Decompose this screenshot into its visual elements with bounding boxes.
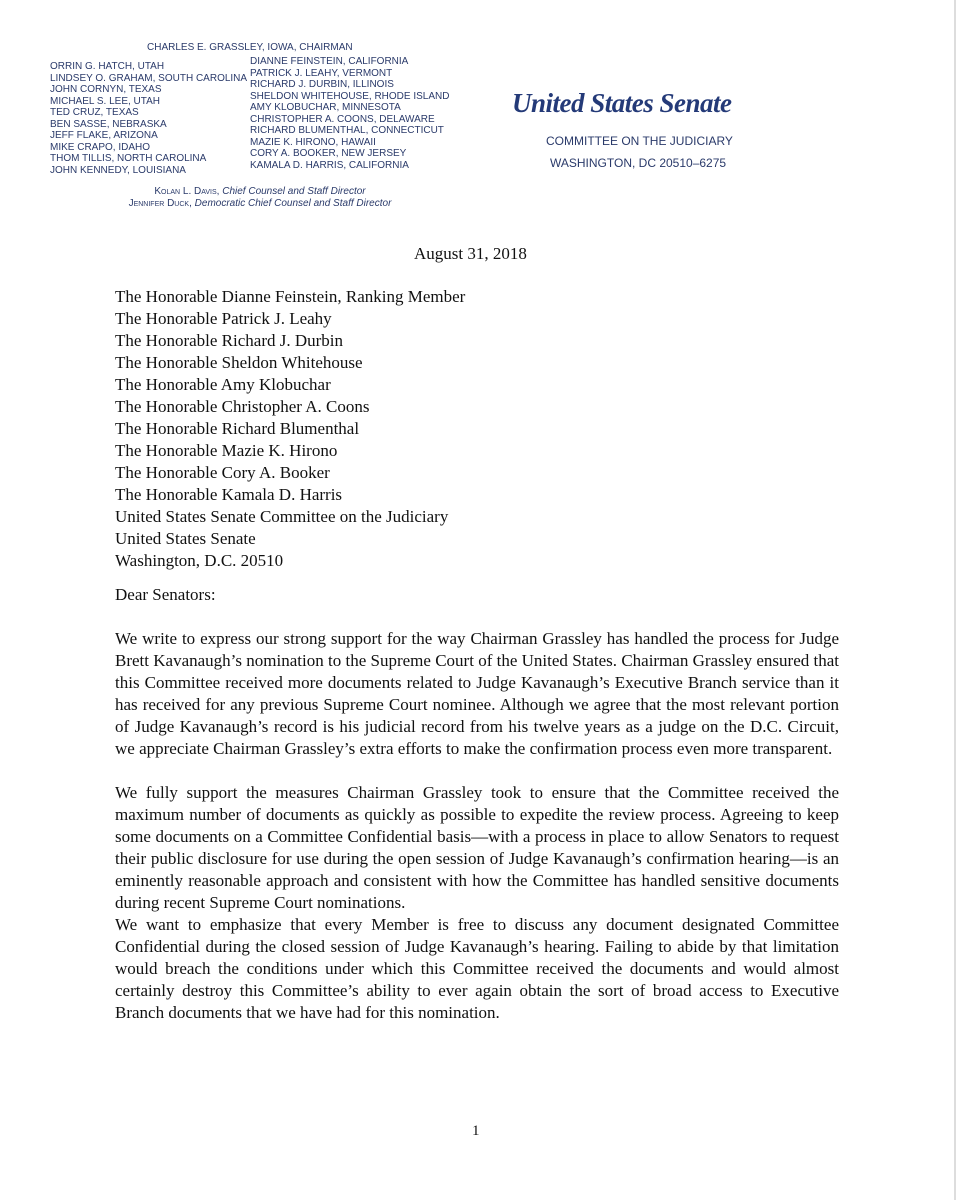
recipient: The Honorable Sheldon Whitehouse bbox=[115, 353, 363, 372]
recipient: The Honorable Mazie K. Hirono bbox=[115, 441, 338, 460]
staff-directors bbox=[0, 186, 520, 209]
member: TED CRUZ, TEXAS bbox=[50, 107, 139, 118]
member: THOM TILLIS, NORTH CAROLINA bbox=[50, 153, 207, 164]
recipient: The Honorable Amy Klobuchar bbox=[115, 375, 331, 394]
member: JEFF FLAKE, ARIZONA bbox=[50, 130, 158, 141]
member: JOHN KENNEDY, LOUISIANA bbox=[50, 164, 186, 176]
member: LINDSEY O. GRAHAM, SOUTH CAROLINA bbox=[50, 72, 248, 84]
member: ORRIN G. HATCH, UTAH bbox=[50, 61, 165, 72]
member: RICHARD J. DURBIN, ILLINOIS bbox=[250, 79, 394, 90]
recipient: The Honorable Dianne Feinstein, Ranking Member bbox=[115, 287, 466, 306]
staff-title: Chief Counsel and Staff Director bbox=[222, 186, 366, 197]
member: CORY A. BOOKER, NEW JERSEY bbox=[250, 148, 407, 159]
member: MICHAEL S. LEE, UTAH bbox=[50, 95, 161, 107]
staff-line bbox=[0, 198, 520, 210]
member: JOHN CORNYN, TEXAS bbox=[50, 84, 162, 95]
member: CHRISTOPHER A. COONS, DELAWARE bbox=[250, 113, 435, 125]
republican-members bbox=[50, 61, 247, 176]
committee-name: COMMITTEE ON THE JUDICIARY bbox=[546, 134, 733, 148]
recipient: The Honorable Christopher A. Coons bbox=[115, 397, 370, 416]
member: RICHARD BLUMENTHAL, CONNECTICUT bbox=[250, 125, 444, 136]
member: DIANNE FEINSTEIN, CALIFORNIA bbox=[250, 56, 409, 67]
staff-name: Jennifer Duck, bbox=[128, 197, 192, 209]
member: KAMALA D. HARRIS, CALIFORNIA bbox=[250, 159, 409, 171]
member: BEN SASSE, NEBRASKA bbox=[50, 118, 167, 130]
recipient: The Honorable Patrick J. Leahy bbox=[115, 309, 332, 328]
recipient: The Honorable Kamala D. Harris bbox=[115, 485, 343, 504]
chairman-line: CHARLES E. GRASSLEY, IOWA, CHAIRMAN bbox=[147, 42, 353, 53]
recipient: United States Senate bbox=[115, 529, 256, 548]
member: AMY KLOBUCHAR, MINNESOTA bbox=[250, 102, 401, 113]
recipient: The Honorable Richard Blumenthal bbox=[115, 419, 360, 438]
staff-line bbox=[0, 186, 520, 198]
staff-title: Democratic Chief Counsel and Staff Director bbox=[194, 197, 392, 209]
senate-logo: United States Senate bbox=[512, 88, 732, 118]
recipient: The Honorable Cory A. Booker bbox=[115, 463, 330, 482]
body-paragraph: We write to express our strong support for the way Chairman Grassley has handled the process for Judge Brett Kavanaugh’s nomination to the Supreme Court of the United States. Chairman Grassley ensured that this Committee received more documents related to Judge Kavanaugh’s Executive Branch service than it has received for any previous Supreme Court nominee. Although we agree that the most relevant portion of Judge Kavanaugh’s record is his judicial record from his twelve years as a judge on the D.C. Circuit, we appreciate Chairman Grassley’s extra efforts to make the confirmation process even more transparent. bbox=[115, 629, 839, 758]
member: MIKE CRAPO, IDAHO bbox=[50, 141, 151, 153]
member: SHELDON WHITEHOUSE, RHODE ISLAND bbox=[250, 90, 450, 102]
committee-address: WASHINGTON, DC 20510–6275 bbox=[550, 156, 727, 170]
recipients-block bbox=[115, 286, 465, 572]
body-paragraph: We fully support the measures Chairman Grassley took to ensure that the Committee received the maximum number of documents as quickly as possible to expedite the review process. Agreeing to keep some documents on a Committee Confidential basis—with a process in place to allow Senators to request their public disclosure for use during the open session of Judge Kavanaugh’s confirmation hearing—is an eminently reasonable approach and consistent with how the Committee has handled sensitive documents during recent Supreme Court nominations. bbox=[115, 783, 839, 912]
body-paragraph: We want to emphasize that every Member is free to discuss any document designated Committee Confidential during the closed session of Judge Kavanaugh’s hearing. Failing to abide by that limitation would breach the conditions under which this Committee received the documents and would almost certainly destroy this Committee’s ability to ever again obtain the sort of broad access to Executive Branch documents that we have had for this nomination. bbox=[115, 915, 839, 1022]
page-number: 1 bbox=[472, 1123, 480, 1139]
recipient: The Honorable Richard J. Durbin bbox=[115, 331, 344, 350]
letter-date: August 31, 2018 bbox=[414, 244, 527, 263]
recipient: United States Senate Committee on the Judiciary bbox=[115, 507, 449, 526]
recipient: Washington, D.C. 20510 bbox=[115, 551, 284, 570]
member: PATRICK J. LEAHY, VERMONT bbox=[250, 67, 393, 79]
staff-name: Kolan L. Davis, bbox=[154, 186, 220, 197]
member: MAZIE K. HIRONO, HAWAII bbox=[250, 136, 376, 148]
democratic-members bbox=[250, 56, 449, 171]
salutation: Dear Senators: bbox=[115, 585, 216, 604]
